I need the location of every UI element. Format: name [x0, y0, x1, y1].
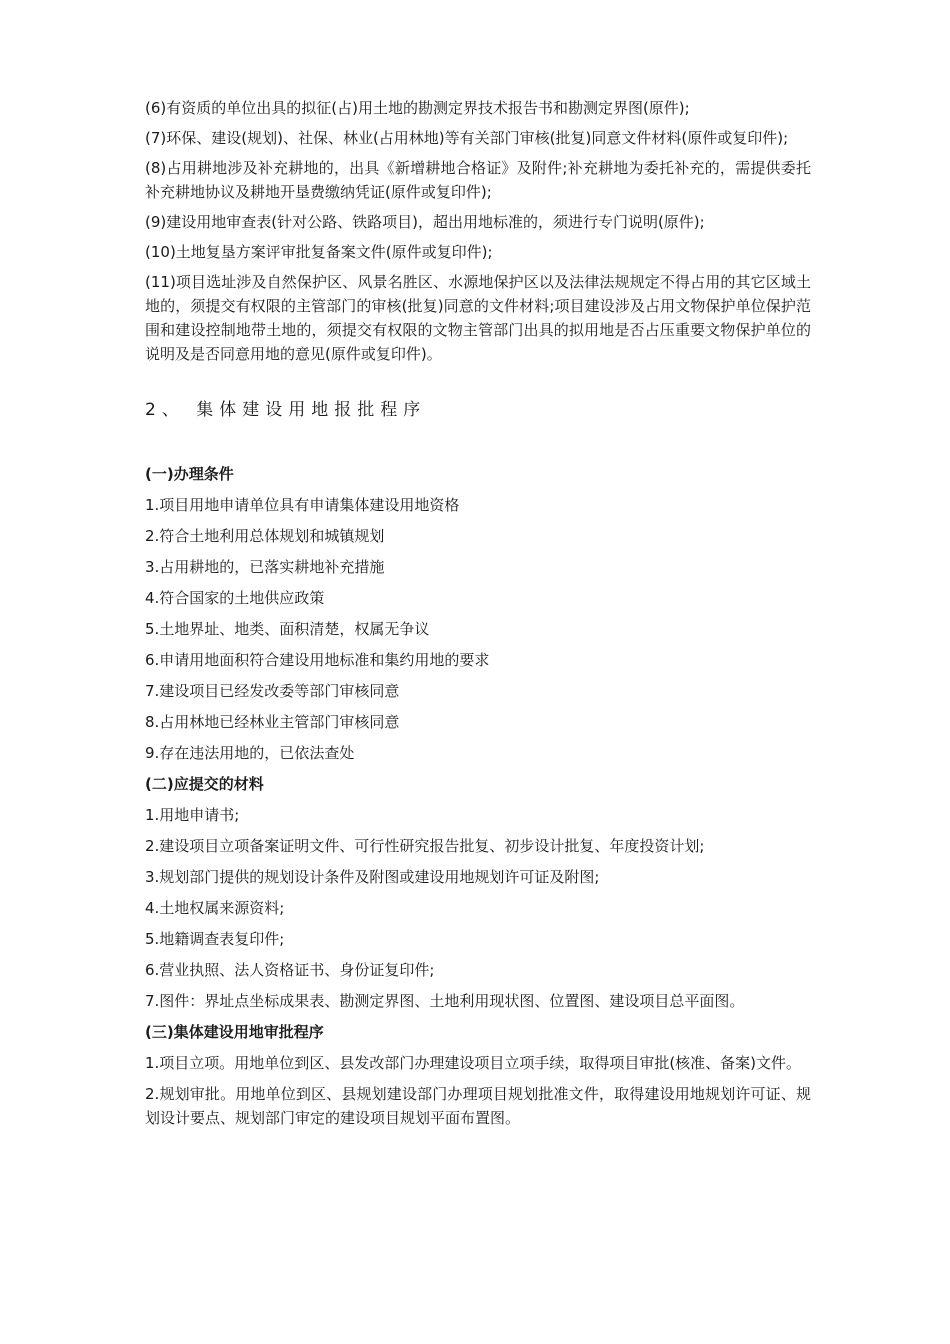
requirement-item-9: (9)建设用地审查表(针对公路、铁路项目)，超出用地标准的，须进行专门说明(原件); — [145, 213, 705, 231]
materials-heading: (二)应提交的材料 — [145, 775, 264, 793]
procedure-item: 2.规划审批。用地单位到区、县规划建设部门办理项目规划批准文件，取得建设用地规划许可证、规划设计要点、规划部门审定的建设项目规划平面布置图。 — [145, 1085, 811, 1127]
document-page — [145, 96, 811, 1137]
condition-item: 8.占用林地已经林业主管部门审核同意 — [145, 713, 400, 731]
requirement-item-6: (6)有资质的单位出具的拟征(占)用土地的勘测定界技术报告书和勘测定界图(原件); — [145, 99, 690, 117]
condition-item: 6.申请用地面积符合建设用地标准和集约用地的要求 — [145, 651, 490, 669]
requirement-item-8: (8)占用耕地涉及补充耕地的，出具《新增耕地合格证》及附件;补充耕地为委托补充的，需提供委托补充耕地协议及耕地开垦费缴纳凭证(原件或复印件); — [145, 159, 811, 201]
procedure-section — [145, 1020, 811, 1130]
conditions-heading: (一)办理条件 — [145, 465, 234, 483]
conditions-section — [145, 462, 811, 765]
requirement-item-7: (7)环保、建设(规划)、社保、林业(占用林地)等有关部门审核(批复)同意文件材料(原件或复印件); — [145, 129, 789, 147]
condition-item: 4.符合国家的土地供应政策 — [145, 589, 325, 607]
material-item: 4.土地权属来源资料; — [145, 899, 285, 917]
requirement-item-10: (10)土地复垦方案评审批复备案文件(原件或复印件); — [145, 243, 493, 261]
material-item: 5.地籍调查表复印件; — [145, 930, 285, 948]
requirements-list-continued — [145, 96, 811, 366]
condition-item: 3.占用耕地的，已落实耕地补充措施 — [145, 558, 385, 576]
section-title: 2、 集体建设用地报批程序 — [145, 400, 427, 420]
material-item: 1.用地申请书; — [145, 806, 240, 824]
procedure-item: 1.项目立项。用地单位到区、县发改部门办理建设项目立项手续，取得项目审批(核准、备案)文件。 — [145, 1054, 802, 1072]
material-item: 2.建设项目立项备案证明文件、可行性研究报告批复、初步设计批复、年度投资计划; — [145, 837, 705, 855]
condition-item: 7.建设项目已经发改委等部门审核同意 — [145, 682, 400, 700]
materials-section — [145, 772, 811, 1013]
condition-item: 9.存在违法用地的，已依法查处 — [145, 744, 355, 762]
material-item: 3.规划部门提供的规划设计条件及附图或建设用地规划许可证及附图; — [145, 868, 600, 886]
requirement-item-11: (11)项目选址涉及自然保护区、风景名胜区、水源地保护区以及法律法规规定不得占用的其它区域土地的，须提交有权限的主管部门的审核(批复)同意的文件材料;项目建设涉及占用文物保护单位保护范围和建设控制地带土地的，须提交有权限的文物主管部门出具的拟用地是否占压重要文物保护单位的说明及是否同意用地的意见(原件或复印件)。 — [145, 273, 811, 363]
condition-item: 2.符合土地利用总体规划和城镇规划 — [145, 527, 385, 545]
procedure-heading: (三)集体建设用地审批程序 — [145, 1023, 324, 1041]
material-item: 7.图件：界址点坐标成果表、勘测定界图、土地利用现状图、位置图、建设项目总平面图。 — [145, 992, 745, 1010]
condition-item: 5.土地界址、地类、面积清楚，权属无争议 — [145, 620, 430, 638]
material-item: 6.营业执照、法人资格证书、身份证复印件; — [145, 961, 435, 979]
condition-item: 1.项目用地申请单位具有申请集体建设用地资格 — [145, 496, 460, 514]
